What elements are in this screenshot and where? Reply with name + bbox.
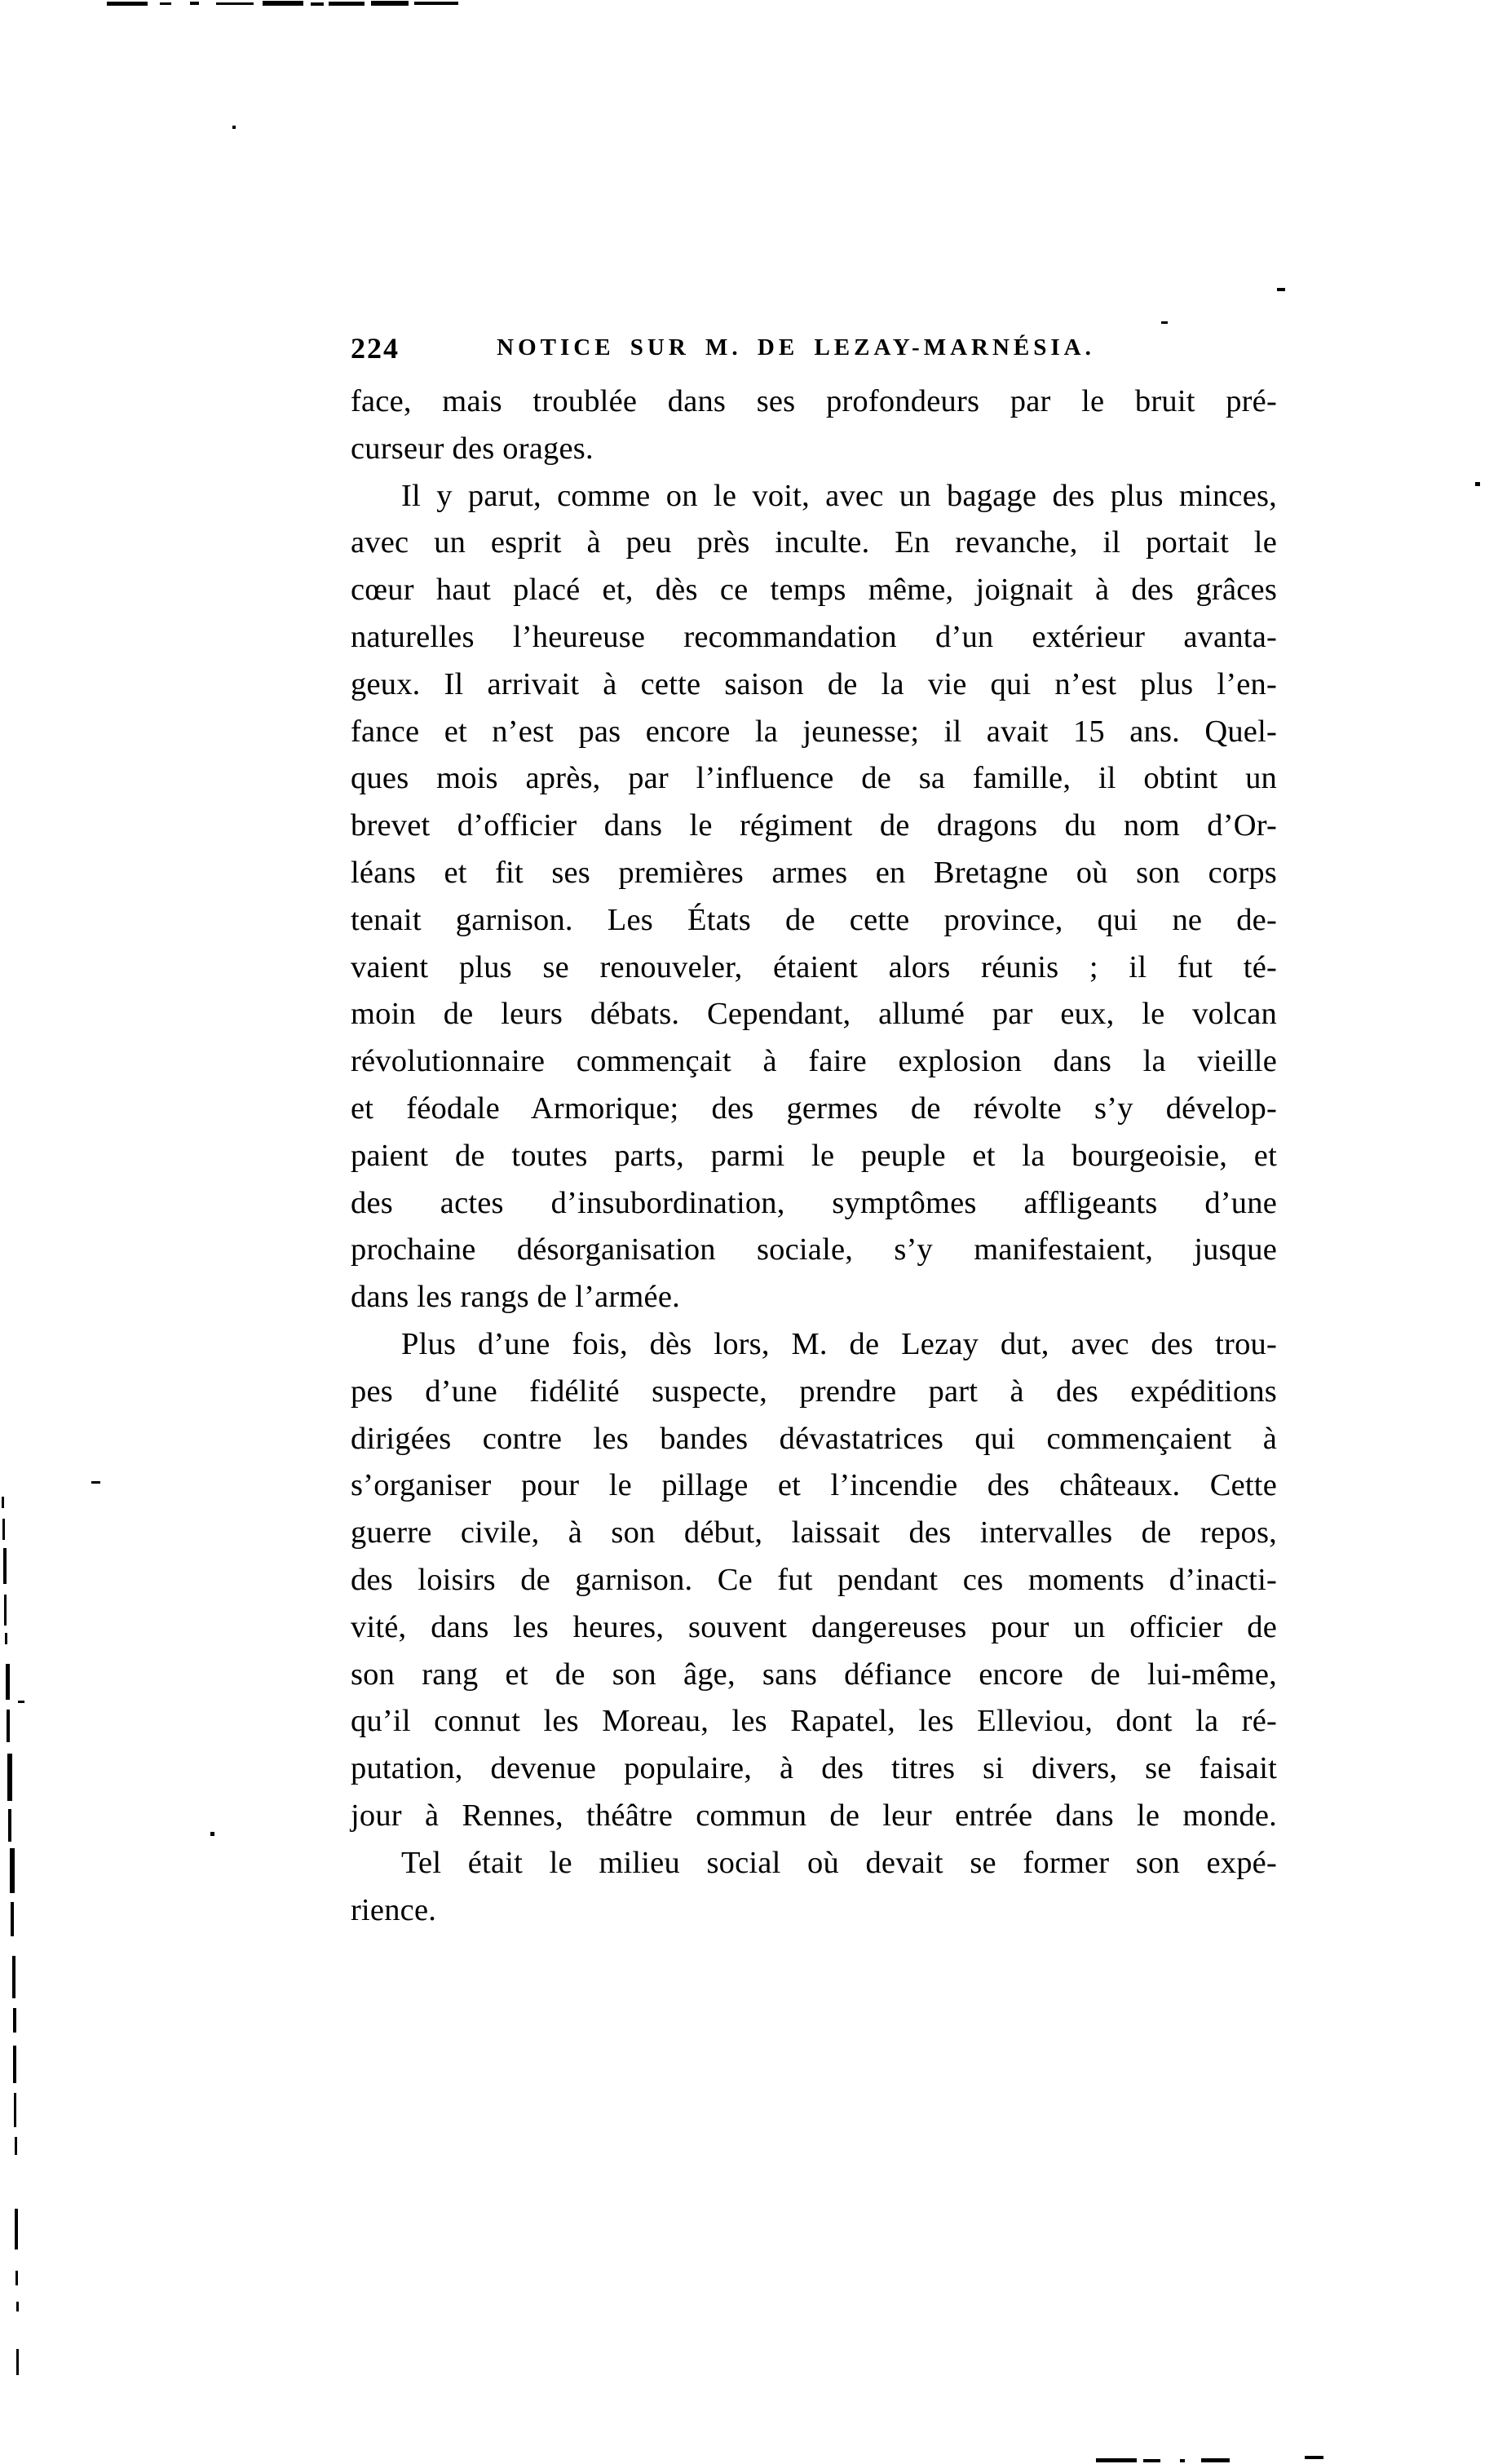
scan-top-dash-fragment	[329, 2, 365, 6]
body-line: face, mais troublée dans ses profondeurs par le bruit pré-	[351, 384, 1277, 418]
body-line: pes d’une fidélité suspecte, prendre part à des expéditions	[351, 1374, 1277, 1409]
body-line: dans les rangs de l’armée.	[351, 1280, 680, 1315]
body-line: ques mois après, par l’influence de sa famille, il obtint un	[351, 761, 1277, 796]
scan-top-dash-fragment	[107, 2, 148, 6]
scan-speck	[18, 1701, 24, 1703]
scan-left-line-fragment	[15, 2137, 17, 2155]
scan-left-line-fragment	[10, 1848, 15, 1893]
body-line: cœur haut placé et, dès ce temps même, joignait à des grâces	[351, 573, 1277, 608]
scan-top-dash-fragment	[414, 2, 458, 5]
body-line: vité, dans les heures, souvent dangereuses pour un officier de	[351, 1609, 1277, 1644]
body-line: avec un esprit à peu près inculte. En revanche, il portait le	[351, 525, 1277, 560]
body-line: s’organiser pour le pillage et l’incendie des châteaux. Cette	[351, 1468, 1277, 1503]
scan-left-line-fragment	[14, 2093, 16, 2127]
body-line: moin de leurs débats. Cependant, allumé par eux, le volcan	[351, 997, 1277, 1032]
scan-left-line-fragment	[16, 2302, 19, 2311]
scan-bottom-dash-fragment	[1143, 2459, 1160, 2462]
body-line: son rang et de son âge, sans défiance encore de lui-même,	[351, 1657, 1277, 1692]
scan-speck	[1475, 482, 1480, 486]
scan-left-line-fragment	[2, 1497, 4, 1508]
body-line: guerre civile, à son début, laissait des intervalles de repos,	[351, 1515, 1277, 1551]
scan-speck	[210, 1832, 214, 1836]
body-line: tenait garnison. Les États de cette province, qui ne de-	[351, 902, 1277, 937]
scan-bottom-dash-fragment	[1201, 2458, 1230, 2462]
scan-left-line-fragment	[4, 1595, 7, 1626]
scan-left-line-fragment	[11, 1902, 14, 1936]
scan-speck	[1161, 321, 1168, 324]
scan-left-line-fragment	[13, 2046, 16, 2083]
body-line: naturelles l’heureuse recommandation d’un extérieur avanta-	[351, 619, 1277, 654]
body-line: putation, devenue populaire, à des titres si divers, se faisait	[351, 1751, 1277, 1786]
body-line: fance et n’est pas encore la jeunesse; il avait 15 ans. Quel-	[351, 714, 1277, 749]
scan-bottom-dash-fragment	[1180, 2459, 1185, 2462]
body-line: curseur des orages.	[351, 431, 594, 466]
scan-left-line-fragment	[12, 1956, 15, 1998]
scan-bottom-dash-fragment	[1096, 2458, 1137, 2462]
scan-left-line-fragment	[2, 1519, 5, 1540]
scan-left-line-fragment	[13, 2008, 16, 2033]
scan-speck	[91, 1481, 100, 1484]
body-line: vaient plus se renouveler, étaient alors réunis ; il fut té-	[351, 949, 1277, 984]
scan-top-dash-fragment	[311, 2, 324, 6]
body-line: léans et fit ses premières armes en Bretagne où son corps	[351, 855, 1277, 890]
scan-bottom-dash-fragment	[1305, 2456, 1323, 2459]
scan-left-line-fragment	[15, 2271, 18, 2285]
body-line: paient de toutes parts, parmi le peuple et la bourgeoisie, et	[351, 1138, 1277, 1173]
body-line: prochaine désorganisation sociale, s’y manifestaient, jusque	[351, 1232, 1277, 1267]
body-line: qu’il connut les Moreau, les Rapatel, les Elleviou, dont la ré-	[351, 1704, 1277, 1739]
scan-left-line-fragment	[7, 1754, 12, 1801]
body-line: Tel était le milieu social où devait se former son expé-	[401, 1845, 1277, 1880]
body-line: Plus d’une fois, dès lors, M. de Lezay dut, avec des trou-	[401, 1326, 1277, 1361]
running-title: NOTICE SUR M. DE LEZAY-MARNÉSIA.	[497, 334, 1095, 361]
body-line: révolutionnaire commençait à faire explosion dans la vieille	[351, 1044, 1277, 1079]
body-line: geux. Il arrivait à cette saison de la vie qui n’est plus l’en-	[351, 666, 1277, 701]
body-line: brevet d’officier dans le régiment de dragons du nom d’Or-	[351, 808, 1277, 843]
scan-left-line-fragment	[7, 1710, 10, 1742]
body-line: Il y parut, comme on le voit, avec un bagage des plus minces,	[401, 478, 1277, 513]
scan-left-line-fragment	[5, 1633, 7, 1644]
scan-top-dash-fragment	[216, 2, 254, 5]
scan-left-line-fragment	[3, 1548, 7, 1584]
scan-left-line-fragment	[6, 1664, 10, 1700]
scan-top-dash-fragment	[160, 2, 171, 5]
page-header	[351, 330, 1277, 370]
body-line: rience.	[351, 1892, 437, 1927]
body-line: et féodale Armorique; des germes de révolte s’y dévelop-	[351, 1090, 1277, 1126]
body-text	[351, 378, 1277, 1934]
body-line: dirigées contre les bandes dévastatrices qui commençaient à	[351, 1421, 1277, 1456]
scan-left-line-fragment	[16, 2349, 19, 2375]
scan-top-dash-fragment	[371, 1, 409, 6]
scan-left-line-fragment	[15, 2209, 18, 2249]
scan-speck	[1277, 288, 1285, 291]
scan-top-dash-fragment	[263, 1, 303, 6]
body-line: des actes d’insubordination, symptômes affligeants d’une	[351, 1185, 1277, 1220]
scan-speck	[232, 126, 236, 129]
scan-top-dash-fragment	[190, 2, 199, 5]
body-line: des loisirs de garnison. Ce fut pendant ces moments d’inacti-	[351, 1562, 1277, 1597]
body-line: jour à Rennes, théâtre commun de leur entrée dans le monde.	[351, 1798, 1277, 1833]
page-number: 224	[351, 332, 400, 365]
scan-left-line-fragment	[8, 1809, 11, 1842]
